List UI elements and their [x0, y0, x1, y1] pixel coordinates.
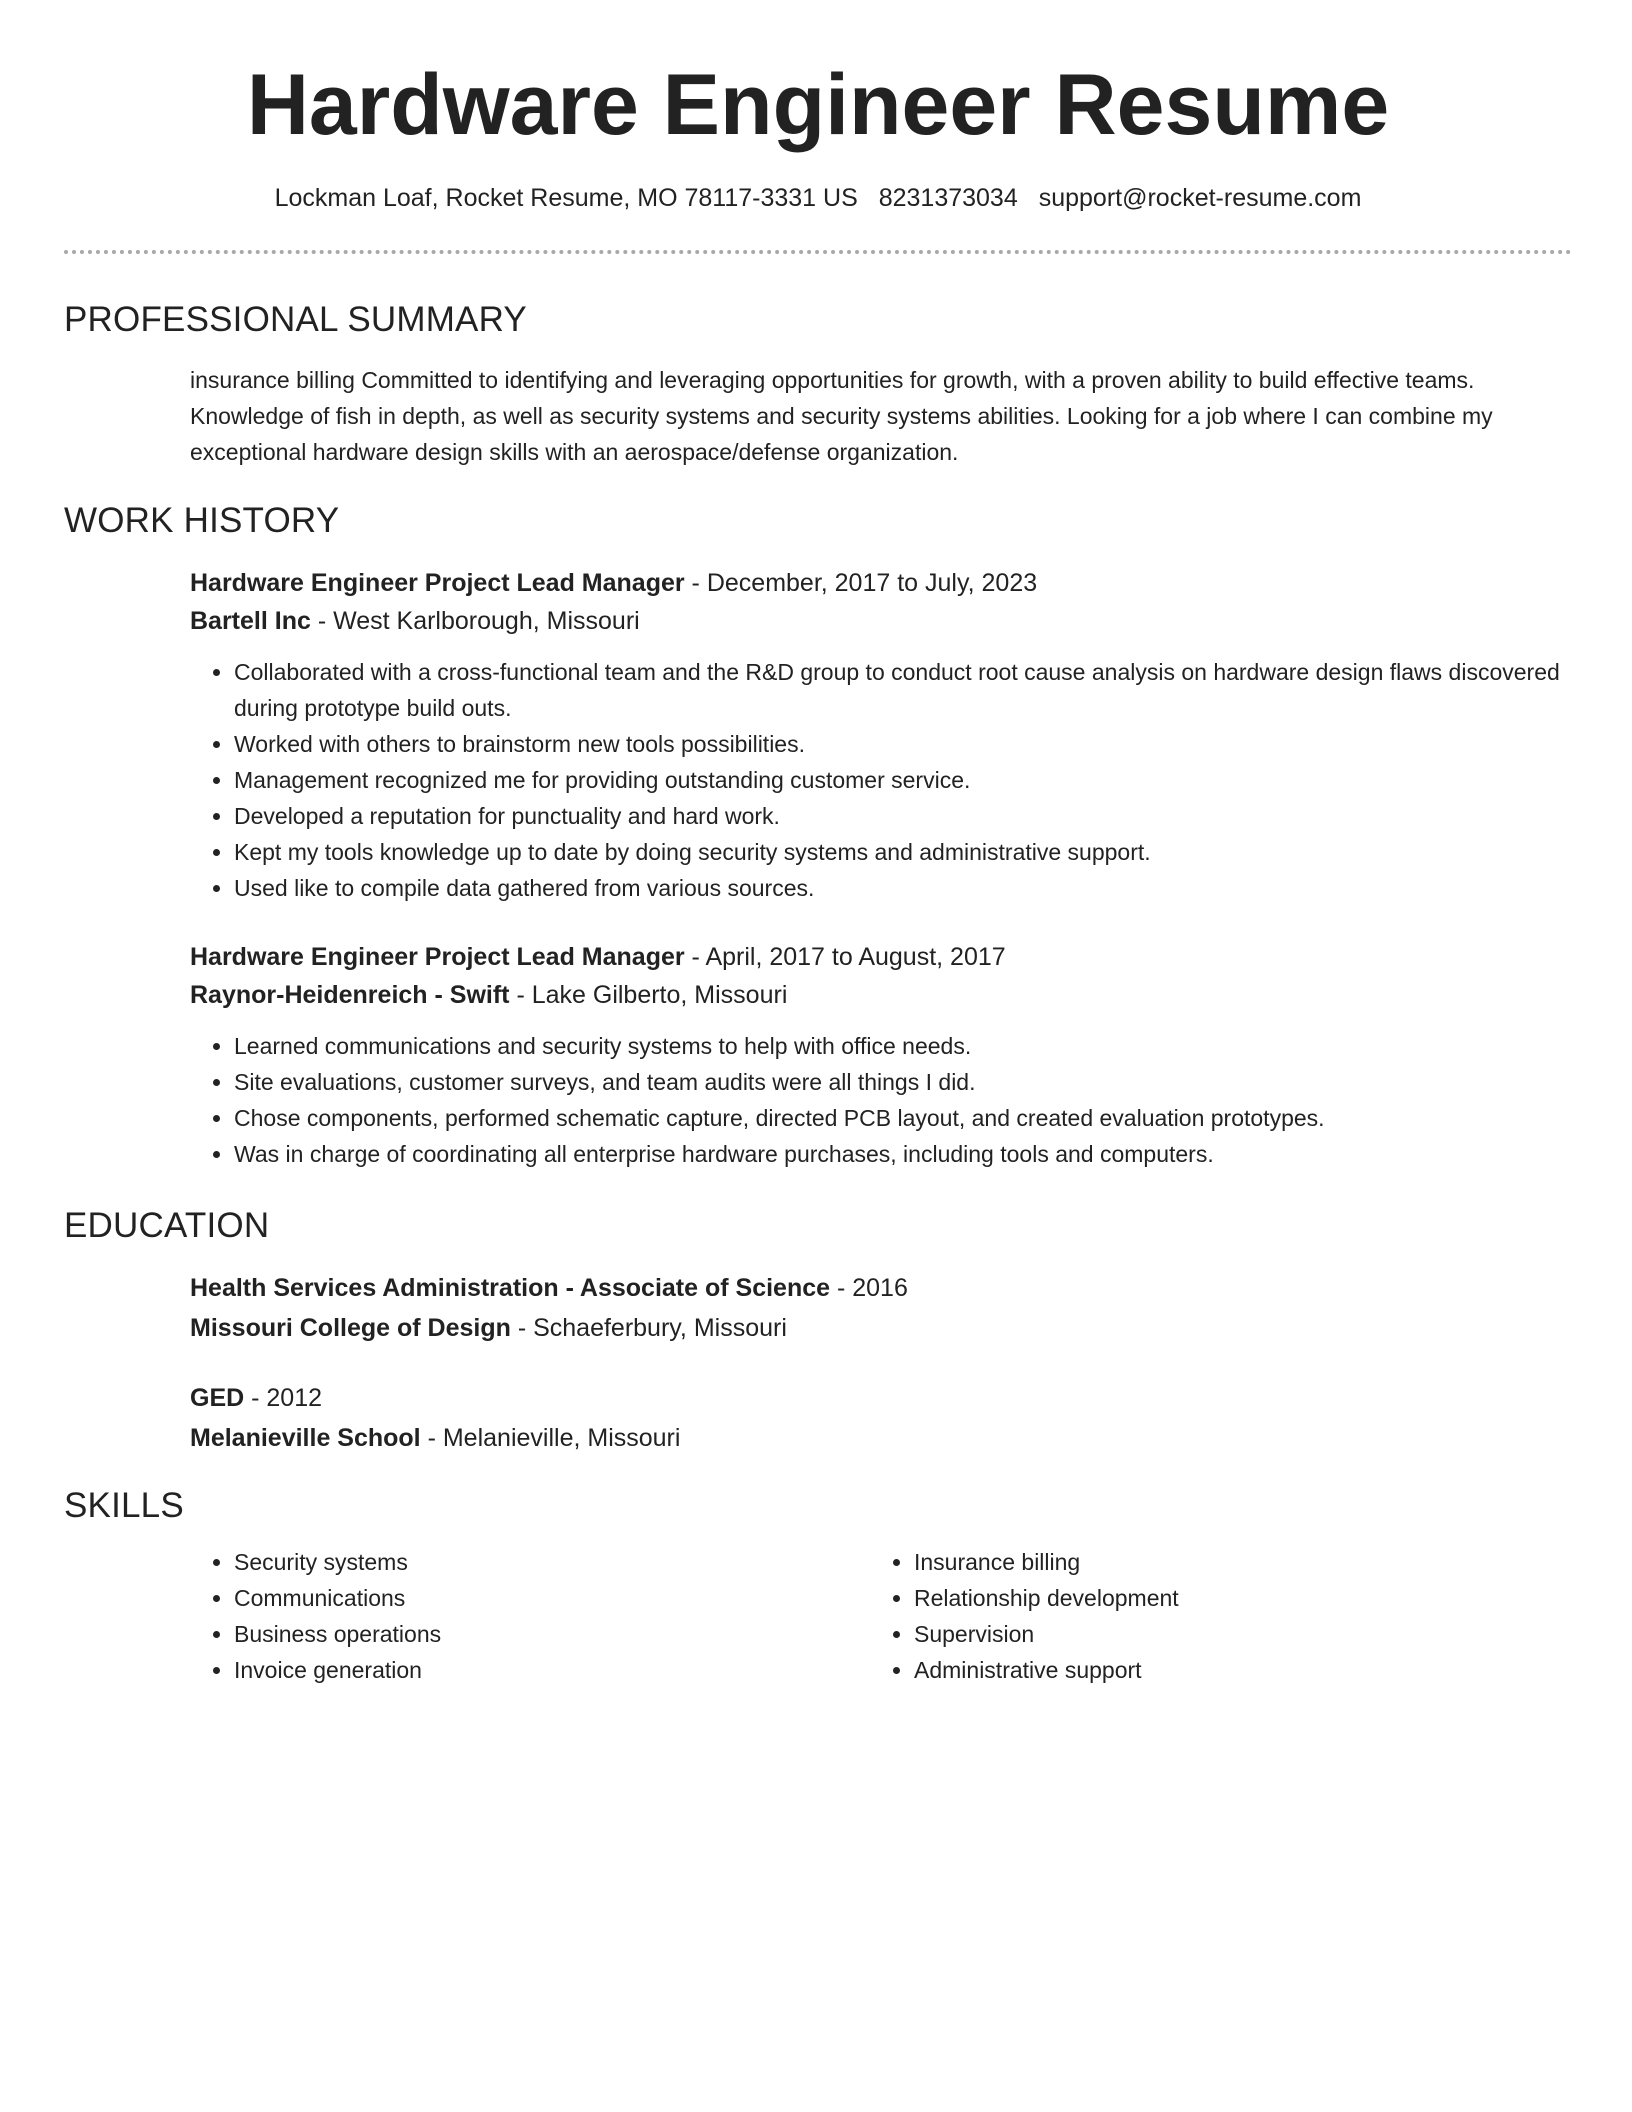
education-location: - Melanieville, Missouri — [420, 1424, 681, 1452]
job-bullet: • Site evaluations, customer surveys, and team audits were all things I did. — [234, 1064, 1572, 1100]
education-degree: GED — [190, 1384, 245, 1412]
summary-section — [64, 298, 1572, 470]
job-position: Hardware Engineer Project Lead Manager — [190, 943, 685, 971]
job-company-line — [190, 976, 1572, 1014]
job-title-line — [190, 564, 1572, 602]
education-section — [64, 1204, 1572, 1458]
skill-item: • Business operations — [234, 1616, 870, 1652]
skill-item: • Invoice generation — [234, 1652, 870, 1688]
contact-phone: 8231373034 — [878, 184, 1018, 212]
job-entry — [190, 564, 1572, 906]
job-company: Raynor-Heidenreich - Swift — [190, 981, 510, 1009]
education-year: - 2012 — [244, 1384, 323, 1412]
job-bullets — [190, 1028, 1572, 1172]
skill-item: • Communications — [234, 1580, 870, 1616]
skills-list-right — [870, 1544, 1550, 1688]
education-location: - Schaeferbury, Missouri — [510, 1314, 787, 1342]
job-bullets — [190, 654, 1572, 906]
contact-email: support@rocket-resume.com — [1038, 184, 1362, 212]
contact-line — [64, 181, 1572, 215]
work-heading: WORK HISTORY — [64, 501, 340, 540]
skill-item: • Relationship development — [914, 1580, 1550, 1616]
education-school-line — [190, 1418, 1572, 1458]
skills-columns — [190, 1544, 1572, 1688]
job-bullet: • Learned communications and security systems to help with office needs. — [234, 1028, 1572, 1064]
job-title-line — [190, 938, 1572, 976]
education-degree: Health Services Administration - Associate of Science — [190, 1274, 831, 1302]
skills-section — [64, 1484, 1572, 1688]
education-entry — [190, 1378, 1572, 1458]
education-degree-line — [190, 1378, 1572, 1418]
resume-title: Hardware Engineer Resume — [246, 57, 1390, 153]
education-entry — [190, 1268, 1572, 1348]
job-dates: - December, 2017 to July, 2023 — [684, 569, 1038, 597]
job-company-line — [190, 602, 1572, 640]
education-school: Melanieville School — [190, 1424, 421, 1452]
job-bullet: • Kept my tools knowledge up to date by doing security systems and administrative support. — [234, 834, 1572, 870]
summary-heading: PROFESSIONAL SUMMARY — [64, 300, 527, 339]
education-school: Missouri College of Design — [190, 1314, 511, 1342]
job-bullet: • Chose components, performed schematic capture, directed PCB layout, and created evaluation prototypes. — [234, 1100, 1572, 1136]
job-bullet: • Worked with others to brainstorm new tools possibilities. — [234, 726, 1572, 762]
education-heading: EDUCATION — [64, 1206, 270, 1245]
skills-heading: SKILLS — [64, 1486, 184, 1525]
education-year: - 2016 — [830, 1274, 908, 1302]
job-bullet: • Collaborated with a cross-functional team and the R&D group to conduct root cause analysis on hardware design flaws discovered during prototype build outs. — [234, 654, 1572, 726]
job-location: - West Karlborough, Missouri — [310, 607, 640, 635]
job-bullet: • Management recognized me for providing outstanding customer service. — [234, 762, 1572, 798]
job-entry — [190, 938, 1572, 1172]
job-location: - Lake Gilberto, Missouri — [509, 981, 788, 1009]
skill-item: • Security systems — [234, 1544, 870, 1580]
job-bullet: • Developed a reputation for punctuality and hard work. — [234, 798, 1572, 834]
education-school-line — [190, 1308, 1572, 1348]
header-divider — [64, 250, 1572, 254]
job-bullet: • Used like to compile data gathered from various sources. — [234, 870, 1572, 906]
summary-text: insurance billing Committed to identifying and leveraging opportunities for growth, with a proven ability to build effective teams. Knowledge of fish in depth, as well as security systems and security systems abilities. Looking for a job where I can combine my exceptional hardware design skills with an aerospace/defense organization. — [190, 367, 1493, 465]
job-position: Hardware Engineer Project Lead Manager — [190, 569, 685, 597]
skill-item: • Insurance billing — [914, 1544, 1550, 1580]
job-dates: - April, 2017 to August, 2017 — [684, 943, 1006, 971]
education-degree-line — [190, 1268, 1572, 1308]
contact-address: Lockman Loaf, Rocket Resume, MO 78117-3331 US — [274, 184, 858, 212]
job-bullet: • Was in charge of coordinating all enterprise hardware purchases, including tools and computers. — [234, 1136, 1572, 1172]
job-company: Bartell Inc — [190, 607, 311, 635]
skills-list-left — [190, 1544, 870, 1688]
skill-item: • Administrative support — [914, 1652, 1550, 1688]
work-section — [64, 499, 1572, 1172]
skill-item: • Supervision — [914, 1616, 1550, 1652]
